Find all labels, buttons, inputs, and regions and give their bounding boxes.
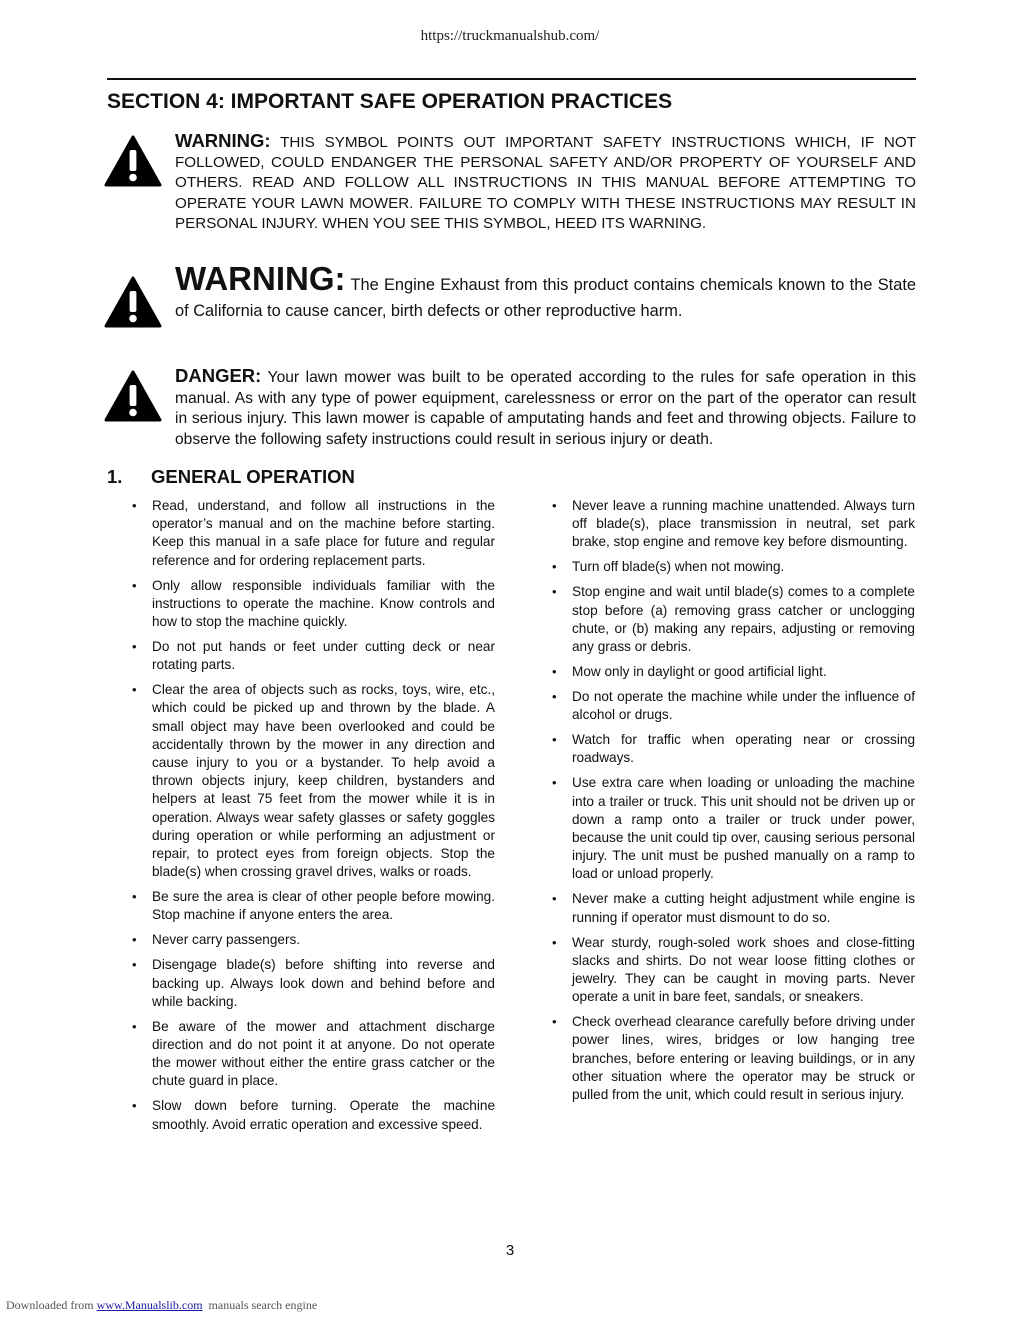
header-url: https://truckmanualshub.com/ [420,28,600,44]
bullet-list-left [131,497,495,1141]
list-item-text: Never carry passengers. [152,932,301,948]
list-item [131,1018,495,1091]
bullet-icon: • [132,682,137,698]
danger-notice [104,366,916,450]
list-item-text: Wear sturdy, rough-soled work shoes and close-fitting slacks and shirts. Do not wear loose fitting clothes or jewelry. They can be caught in moving parts. Never operate a unit in bare feet, sandals, or sneakers. [572,934,915,1005]
warning-notice-safety-symbol [104,131,916,234]
list-item [131,888,495,924]
list-item-text: Do not operate the machine while under the influence of alcohol or drugs. [572,689,915,723]
bullet-icon: • [132,639,137,655]
bullet-icon: • [552,775,557,791]
list-item-text: Do not put hands or feet under cutting deck or near rotating parts. [152,639,495,673]
footer-prefix: Downloaded from [6,1298,94,1312]
bullet-icon: • [552,1014,557,1030]
bullet-icon: • [552,559,557,575]
heading-text: GENERAL OPERATION [151,466,355,487]
list-item [551,663,915,681]
list-item [551,1013,915,1104]
list-item-text: Mow only in daylight or good artificial light. [572,664,827,680]
bullet-icon: • [552,498,557,513]
list-item [551,558,915,576]
list-item [551,774,915,883]
footer-suffix: manuals search engine [208,1298,318,1312]
list-item-text: Be aware of the mower and attachment discharge direction and do not point it at anyone. Do not operate the mower without either the entire grass catcher or the chute guard in place. [152,1018,495,1089]
heading-number: 1. [107,466,123,487]
list-item [551,731,915,767]
bullet-icon: • [132,1098,137,1114]
list-item [131,956,495,1011]
notice-body [175,131,916,234]
list-item-text: Turn off blade(s) when not mowing. [572,559,785,575]
list-item-text: Clear the area of objects such as rocks, toys, wire, etc., which could be picked up and thrown by the blade. A small object may have been overlooked and could be accidentally thrown by the mower in any direction and cause injury to you or a bystander. To help avoid a thrown objects injury, keep children, bystanders and helpers at least 75 feet from the mower while it is in operation. Always wear safety glasses or safety goggles during operation or while performing an adjustment or repair, to protect eyes from foreign objects. Stop the blade(s) when crossing gravel drives, walks or roads. [152,682,495,880]
list-item-text: Never leave a running machine unattended. Always turn off blade(s), place transmission in neutral, set park brake, stop engine and remove key before dismounting. [572,498,915,550]
bullet-icon: • [552,689,557,705]
list-item-text: Read, understand, and follow all instructions in the operator’s manual and on the machine before starting. Keep this manual in a safe place for future and regular reference and for ordering replacement parts. [152,498,495,568]
bullet-icon: • [552,584,557,600]
general-operation-heading [107,466,355,488]
manualslib-link[interactable]: www.Manualslib.com [96,1298,203,1312]
list-item [131,638,495,674]
bullet-icon: • [132,932,137,948]
bullet-icon: • [132,1018,137,1034]
list-item [551,934,915,1007]
warning-triangle-icon [104,370,162,422]
notice-lead: WARNING: [175,260,346,297]
list-item [551,688,915,724]
warning-notice-exhaust [104,260,916,324]
page-number: 3 [505,1242,515,1259]
bullet-icon: • [132,498,137,513]
list-item [551,583,915,656]
list-item-text: Be sure the area is clear of other people before mowing. Stop machine if anyone enters the area. [152,889,495,923]
warning-triangle-icon [104,276,162,328]
bullet-icon: • [132,957,137,973]
list-item [131,577,495,632]
list-item-text: Never make a cutting height adjustment while engine is running if operator must dismount to do so. [572,891,915,925]
download-footer [6,1298,317,1313]
bullet-icon: • [132,577,137,593]
list-item-text: Slow down before turning. Operate the machine smoothly. Avoid erratic operation and excessive speed. [152,1098,495,1132]
list-item-text: Only allow responsible individuals familiar with the instructions to operate the machine. Know controls and how to stop the machine quickly. [152,577,495,630]
list-item [131,931,495,949]
bullet-icon: • [552,934,557,950]
list-item [131,497,495,570]
notice-lead: DANGER: [175,365,262,386]
notice-lead: WARNING: [175,130,271,151]
notice-body [175,366,916,450]
bullet-icon: • [552,732,557,748]
notice-text: The Engine Exhaust from this product contains chemicals known to the State of California to cause cancer, birth defects or other reproductive harm. [175,276,916,320]
bullet-icon: • [552,891,557,907]
list-item-text: Check overhead clearance carefully before driving under power lines, wires, bridges or low hanging tree branches, before entering or leaving buildings, or in any other situation where the operator may be struck or pulled from the unit, which could result in serious injury. [572,1014,915,1103]
list-item [131,681,495,881]
header-rule [107,78,916,80]
notice-text: THIS SYMBOL POINTS OUT IMPORTANT SAFETY INSTRUCTIONS WHICH, IF NOT FOLLOWED, COULD ENDANGER THE PERSONAL SAFETY AND/OR PROPERTY OF YOURSELF AND OTHERS. READ AND FOLLOW ALL INSTRUCTIONS IN THIS MANUAL BEFORE ATTEMPTING TO OPERATE YOUR LAWN MOWER. FAILURE TO COMPLY WITH THESE INSTRUCTIONS MAY RESULT IN PERSONAL INJURY. WHEN YOU SEE THIS SYMBOL, HEED ITS WARNING. [175,134,916,232]
bullet-icon: • [132,889,137,905]
notice-text: Your lawn mower was built to be operated according to the rules for safe operation in this manual. As with any type of power equipment, carelessness or error on the part of the operator can result in serious injury. This lawn mower is capable of amputating hands and feet and throwing objects. Failure to observe the following safety instructions could result in serious injury or death. [175,369,916,448]
list-item-text: Stop engine and wait until blade(s) comes to a complete stop before (a) removing grass catcher or unclogging chute, or (b) making any repairs, adjusting or removing any grass or debris. [572,584,915,655]
list-item-text: Disengage blade(s) before shifting into reverse and backing up. Always look down and behind before and while backing. [152,957,495,1009]
warning-triangle-icon [104,135,162,187]
list-item [551,890,915,926]
notice-body [175,260,916,324]
section-title: SECTION 4: IMPORTANT SAFE OPERATION PRACTICES [107,90,673,113]
list-item [551,497,915,552]
list-item-text: Use extra care when loading or unloading the machine into a trailer or truck. This unit should not be driven up or down a ramp onto a trailer or truck under power, because the unit could tip over, causing serious personal injury. The unit must be pushed manually on a ramp to load or unload properly. [572,775,915,882]
list-item [131,1097,495,1133]
bullet-list-right [551,497,915,1111]
list-item-text: Watch for traffic when operating near or crossing roadways. [572,732,915,766]
bullet-icon: • [552,664,557,680]
